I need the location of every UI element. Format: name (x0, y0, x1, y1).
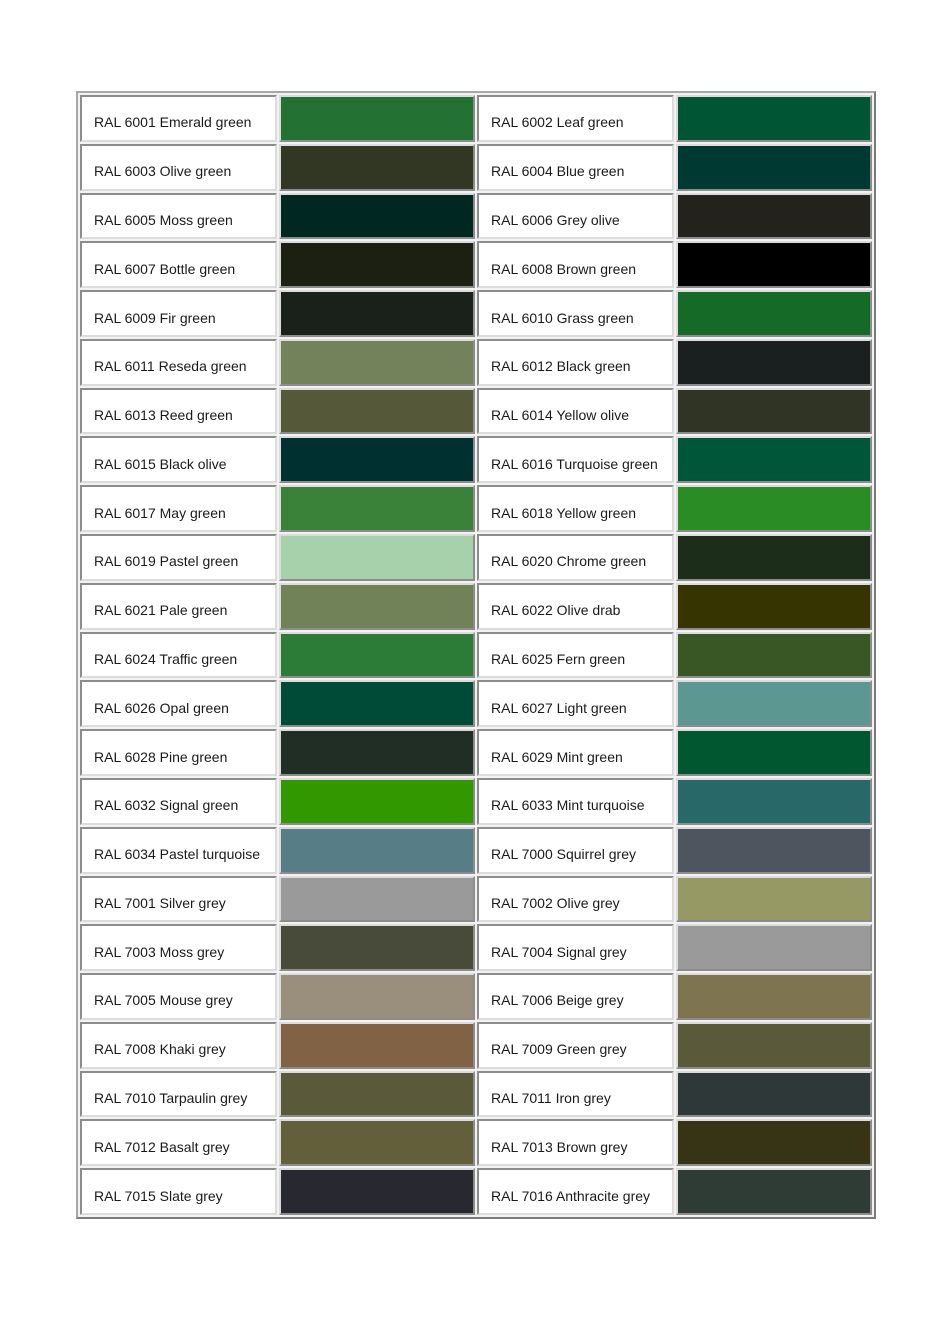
color-name: RAL 7011 Iron grey (477, 1071, 674, 1118)
color-name: RAL 6013 Reed green (80, 388, 277, 435)
color-name: RAL 6011 Reseda green (80, 339, 277, 386)
table-row (80, 876, 872, 923)
color-name: RAL 6026 Opal green (80, 680, 277, 727)
table-row (80, 680, 872, 727)
table-row (80, 534, 872, 581)
color-swatch (676, 778, 873, 825)
color-name: RAL 7010 Tarpaulin grey (80, 1071, 277, 1118)
color-name: RAL 6032 Signal green (80, 778, 277, 825)
color-name: RAL 7009 Green grey (477, 1022, 674, 1069)
color-swatch (676, 827, 873, 874)
color-name: RAL 7016 Anthracite grey (477, 1168, 674, 1215)
color-swatch (676, 388, 873, 435)
color-swatch (676, 1168, 873, 1215)
table-row (80, 778, 872, 825)
color-name: RAL 7002 Olive grey (477, 876, 674, 923)
color-swatch (279, 339, 476, 386)
color-swatch (676, 241, 873, 288)
table-row (80, 388, 872, 435)
color-swatch (279, 144, 476, 191)
color-swatch (676, 95, 873, 142)
color-name: RAL 6028 Pine green (80, 729, 277, 776)
color-name: RAL 6016 Turquoise green (477, 436, 674, 483)
color-swatch (676, 534, 873, 581)
color-name: RAL 7012 Basalt grey (80, 1119, 277, 1166)
table-row (80, 632, 872, 679)
color-name: RAL 7000 Squirrel grey (477, 827, 674, 874)
color-name: RAL 6002 Leaf green (477, 95, 674, 142)
color-name: RAL 6018 Yellow green (477, 485, 674, 532)
color-swatch (279, 95, 476, 142)
color-name: RAL 6012 Black green (477, 339, 674, 386)
color-swatch (676, 144, 873, 191)
color-name: RAL 6034 Pastel turquoise (80, 827, 277, 874)
color-swatch (676, 290, 873, 337)
color-swatch (676, 632, 873, 679)
color-swatch (279, 1071, 476, 1118)
table-row (80, 924, 872, 971)
color-name: RAL 6017 May green (80, 485, 277, 532)
color-name: RAL 6020 Chrome green (477, 534, 674, 581)
color-name: RAL 6001 Emerald green (80, 95, 277, 142)
color-name: RAL 6029 Mint green (477, 729, 674, 776)
color-name: RAL 6025 Fern green (477, 632, 674, 679)
table-row (80, 1071, 872, 1118)
color-swatch (676, 973, 873, 1020)
table-row (80, 290, 872, 337)
color-name: RAL 6014 Yellow olive (477, 388, 674, 435)
color-swatch (676, 193, 873, 240)
color-name: RAL 7004 Signal grey (477, 924, 674, 971)
color-name: RAL 6003 Olive green (80, 144, 277, 191)
ral-color-table (76, 91, 876, 1219)
color-name: RAL 6027 Light green (477, 680, 674, 727)
color-swatch (279, 1119, 476, 1166)
color-swatch (279, 778, 476, 825)
color-swatch (279, 876, 476, 923)
color-name: RAL 6033 Mint turquoise (477, 778, 674, 825)
color-name: RAL 6009 Fir green (80, 290, 277, 337)
table-row (80, 827, 872, 874)
color-name: RAL 6004 Blue green (477, 144, 674, 191)
color-swatch (676, 485, 873, 532)
color-swatch (676, 583, 873, 630)
table-row (80, 95, 872, 142)
color-swatch (279, 436, 476, 483)
table-row (80, 973, 872, 1020)
color-swatch (279, 534, 476, 581)
color-swatch (279, 485, 476, 532)
color-name: RAL 6024 Traffic green (80, 632, 277, 679)
color-swatch (279, 290, 476, 337)
color-swatch (279, 583, 476, 630)
color-swatch (279, 680, 476, 727)
color-swatch (279, 1168, 476, 1215)
color-name: RAL 6005 Moss green (80, 193, 277, 240)
ral-color-table-body (80, 95, 872, 1215)
color-swatch (676, 924, 873, 971)
color-swatch (676, 1071, 873, 1118)
color-swatch (279, 241, 476, 288)
color-name: RAL 6007 Bottle green (80, 241, 277, 288)
color-swatch (279, 193, 476, 240)
color-swatch (676, 339, 873, 386)
color-name: RAL 6008 Brown green (477, 241, 674, 288)
color-swatch (279, 973, 476, 1020)
table-row (80, 583, 872, 630)
table-row (80, 144, 872, 191)
table-row (80, 436, 872, 483)
color-swatch (676, 680, 873, 727)
color-swatch (676, 729, 873, 776)
color-name: RAL 7005 Mouse grey (80, 973, 277, 1020)
color-name: RAL 7001 Silver grey (80, 876, 277, 923)
table-row (80, 339, 872, 386)
table-row (80, 1168, 872, 1215)
color-name: RAL 7003 Moss grey (80, 924, 277, 971)
color-name: RAL 7008 Khaki grey (80, 1022, 277, 1069)
table-row (80, 241, 872, 288)
color-swatch (676, 436, 873, 483)
color-swatch (279, 388, 476, 435)
table-row (80, 485, 872, 532)
color-name: RAL 6015 Black olive (80, 436, 277, 483)
color-swatch (279, 827, 476, 874)
color-name: RAL 6022 Olive drab (477, 583, 674, 630)
color-swatch (279, 632, 476, 679)
color-name: RAL 7015 Slate grey (80, 1168, 277, 1215)
color-swatch (676, 1022, 873, 1069)
color-name: RAL 7013 Brown grey (477, 1119, 674, 1166)
table-row (80, 1022, 872, 1069)
color-swatch (279, 924, 476, 971)
color-name: RAL 6006 Grey olive (477, 193, 674, 240)
color-name: RAL 6021 Pale green (80, 583, 277, 630)
table-row (80, 729, 872, 776)
color-name: RAL 7006 Beige grey (477, 973, 674, 1020)
color-swatch (279, 729, 476, 776)
table-row (80, 1119, 872, 1166)
table-row (80, 193, 872, 240)
color-swatch (676, 876, 873, 923)
color-name: RAL 6019 Pastel green (80, 534, 277, 581)
color-swatch (676, 1119, 873, 1166)
color-name: RAL 6010 Grass green (477, 290, 674, 337)
color-swatch (279, 1022, 476, 1069)
